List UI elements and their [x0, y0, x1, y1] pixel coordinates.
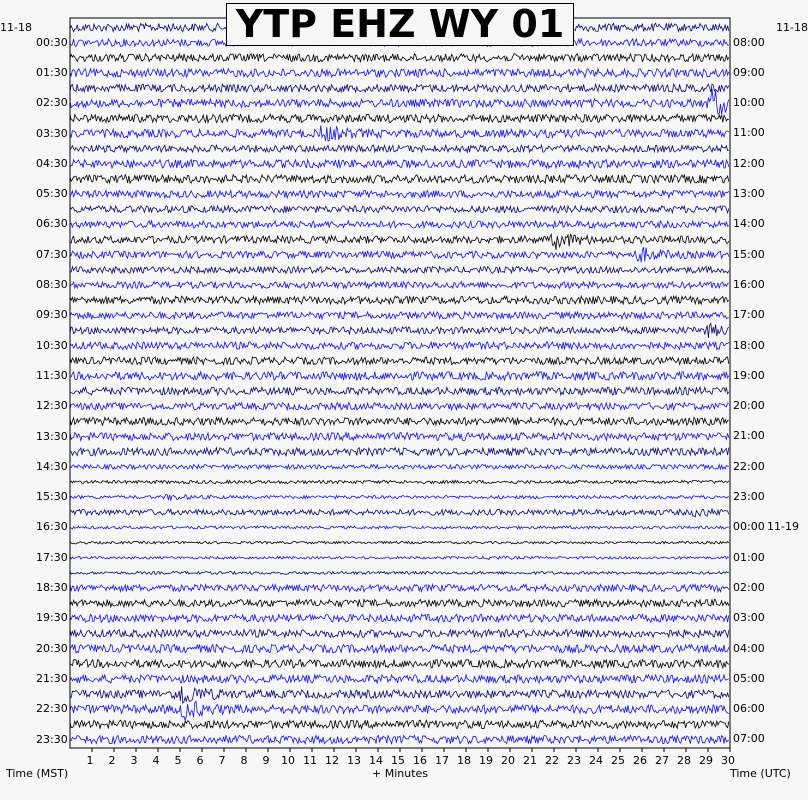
- right-time-label: 15:00: [733, 247, 765, 261]
- x-tick-label: 2: [108, 754, 116, 767]
- left-time-label: 01:30: [36, 65, 68, 79]
- trace-line-16: [70, 247, 729, 262]
- x-tick-label: 29: [699, 754, 713, 767]
- right-time-label: 18:00: [733, 338, 765, 352]
- trace-line-8: [70, 125, 729, 141]
- trace-line-42: [70, 645, 729, 653]
- x-tick-label: 11: [303, 754, 317, 767]
- left-time-label: 11:30: [36, 368, 68, 382]
- right-time-label: 20:00: [733, 399, 765, 413]
- right-date-change-label: 11-19: [767, 520, 799, 534]
- right-time-label: 21:00: [733, 429, 765, 443]
- trace-line-13: [70, 206, 729, 213]
- right-time-label: 01:00: [733, 550, 765, 564]
- left-time-label: 17:30: [36, 550, 68, 564]
- x-tick-label: 8: [240, 754, 248, 767]
- trace-line-36: [70, 556, 729, 560]
- trace-line-34: [70, 526, 729, 529]
- x-axis-label-right: Time (UTC): [730, 767, 791, 780]
- right-time-label: 13:00: [733, 187, 765, 200]
- left-time-label: 13:30: [36, 429, 68, 443]
- right-time-label: 04:00: [733, 641, 765, 655]
- x-axis-ticks: [92, 748, 730, 752]
- trace-line-43: [70, 660, 729, 668]
- trace-line-14: [70, 221, 729, 228]
- x-tick-label: 15: [391, 754, 405, 767]
- x-tick-label: 12: [325, 754, 339, 767]
- trace-line-40: [70, 614, 729, 622]
- left-time-label: 14:30: [36, 459, 68, 473]
- right-date-label: 11-18: [776, 21, 808, 34]
- trace-line-19: [70, 296, 729, 304]
- right-time-label: 16:00: [733, 277, 765, 291]
- trace-line-18: [70, 282, 729, 289]
- x-tick-label: 24: [589, 754, 603, 767]
- right-time-label: 02:00: [733, 580, 765, 594]
- x-tick-label: 28: [677, 754, 691, 767]
- right-time-label: 14:00: [733, 217, 765, 231]
- chart-title: YTP EHZ WY 01: [226, 3, 574, 46]
- x-tick-label: 21: [523, 754, 537, 767]
- left-time-label: 22:30: [36, 702, 68, 716]
- trace-line-45: [70, 686, 729, 703]
- trace-line-35: [70, 541, 729, 544]
- trace-line-9: [70, 145, 729, 152]
- trace-line-47: [70, 720, 729, 728]
- trace-line-33: [70, 508, 729, 517]
- trace-line-23: [70, 357, 729, 365]
- x-tick-label: 6: [196, 754, 204, 767]
- left-time-label: 06:30: [36, 217, 68, 231]
- trace-line-7: [70, 114, 729, 122]
- right-time-label: 11:00: [733, 126, 765, 140]
- x-axis-label-center: + Minutes: [372, 767, 429, 780]
- x-tick-label: 17: [435, 754, 449, 767]
- x-tick-label: 14: [369, 754, 383, 767]
- left-time-label: 21:30: [36, 671, 68, 685]
- trace-line-11: [70, 175, 729, 183]
- left-time-label: 19:30: [36, 611, 68, 625]
- trace-line-26: [70, 403, 729, 410]
- left-time-label: 00:30: [36, 35, 68, 49]
- right-time-label: 12:00: [733, 156, 765, 170]
- left-time-label: 07:30: [36, 247, 68, 261]
- x-tick-label: 5: [174, 754, 182, 767]
- trace-line-46: [70, 701, 729, 720]
- x-tick-label: 3: [130, 754, 138, 767]
- left-time-label: 02:30: [36, 96, 68, 110]
- right-time-label: 08:00: [733, 35, 765, 49]
- right-time-label: 00:00: [733, 520, 765, 534]
- left-time-label: 08:30: [36, 278, 68, 292]
- right-time-label: 05:00: [733, 671, 765, 685]
- left-time-label: 20:30: [36, 641, 68, 655]
- x-tick-label: 19: [479, 754, 493, 767]
- x-tick-label: 9: [262, 754, 270, 767]
- x-tick-label: 25: [611, 754, 625, 767]
- trace-line-3: [70, 54, 729, 62]
- trace-line-37: [70, 571, 729, 574]
- trace-line-21: [70, 323, 729, 338]
- left-time-label: 05:30: [36, 187, 68, 201]
- trace-line-39: [70, 599, 729, 607]
- trace-line-27: [70, 418, 729, 426]
- right-time-label: 09:00: [733, 65, 765, 79]
- left-time-label: 23:30: [36, 732, 68, 746]
- right-time-label: 07:00: [733, 732, 765, 746]
- x-tick-label: 10: [281, 754, 295, 767]
- trace-line-17: [70, 267, 729, 274]
- trace-line-32: [70, 494, 729, 500]
- seismic-traces: [70, 23, 729, 743]
- trace-line-10: [70, 160, 729, 168]
- plot-frame: [70, 18, 730, 748]
- x-tick-label: 26: [633, 754, 647, 767]
- trace-line-24: [70, 372, 729, 380]
- right-time-label: 22:00: [733, 459, 765, 473]
- left-time-label: 04:30: [36, 156, 68, 170]
- trace-line-28: [70, 433, 729, 441]
- trace-line-5: [70, 84, 729, 92]
- x-tick-label: 13: [347, 754, 361, 767]
- x-tick-label: 4: [152, 754, 160, 767]
- left-time-label: 12:30: [36, 399, 68, 413]
- left-time-label: 18:30: [36, 581, 68, 595]
- left-date-label: 11-18: [0, 21, 32, 34]
- left-time-label: 15:30: [36, 490, 68, 504]
- x-tick-label: 7: [218, 754, 226, 767]
- x-axis-label-left: Time (MST): [6, 767, 69, 780]
- left-time-label: 10:30: [36, 338, 68, 352]
- trace-line-31: [70, 480, 729, 483]
- right-time-label: 17:00: [733, 308, 765, 322]
- x-tick-label: 27: [655, 754, 669, 767]
- x-tick-label: 23: [567, 754, 581, 767]
- trace-line-41: [70, 630, 729, 638]
- right-time-label: 06:00: [733, 702, 765, 716]
- right-time-label: 10:00: [733, 96, 765, 110]
- trace-line-25: [70, 387, 729, 395]
- trace-line-48: [70, 735, 729, 743]
- left-time-label: 03:30: [36, 126, 68, 140]
- x-tick-label: 30: [721, 754, 735, 767]
- x-tick-label: 20: [501, 754, 515, 767]
- right-time-label: 23:00: [733, 490, 765, 503]
- x-tick-label: 22: [545, 754, 559, 767]
- x-tick-label: 1: [86, 754, 94, 767]
- left-time-label: 09:30: [36, 308, 68, 322]
- trace-line-20: [70, 312, 729, 319]
- right-time-label: 19:00: [733, 368, 765, 382]
- left-time-label: 16:30: [36, 520, 68, 534]
- x-tick-label: 18: [457, 754, 471, 767]
- trace-line-6: [70, 89, 729, 115]
- trace-line-22: [70, 342, 729, 350]
- trace-line-12: [70, 190, 729, 198]
- x-tick-label: 16: [413, 754, 427, 767]
- trace-line-4: [70, 69, 729, 77]
- right-time-label: 03:00: [733, 611, 765, 625]
- trace-line-38: [70, 585, 729, 592]
- trace-line-30: [70, 465, 729, 470]
- trace-line-44: [70, 675, 729, 683]
- trace-line-29: [70, 448, 729, 456]
- trace-line-15: [70, 234, 729, 250]
